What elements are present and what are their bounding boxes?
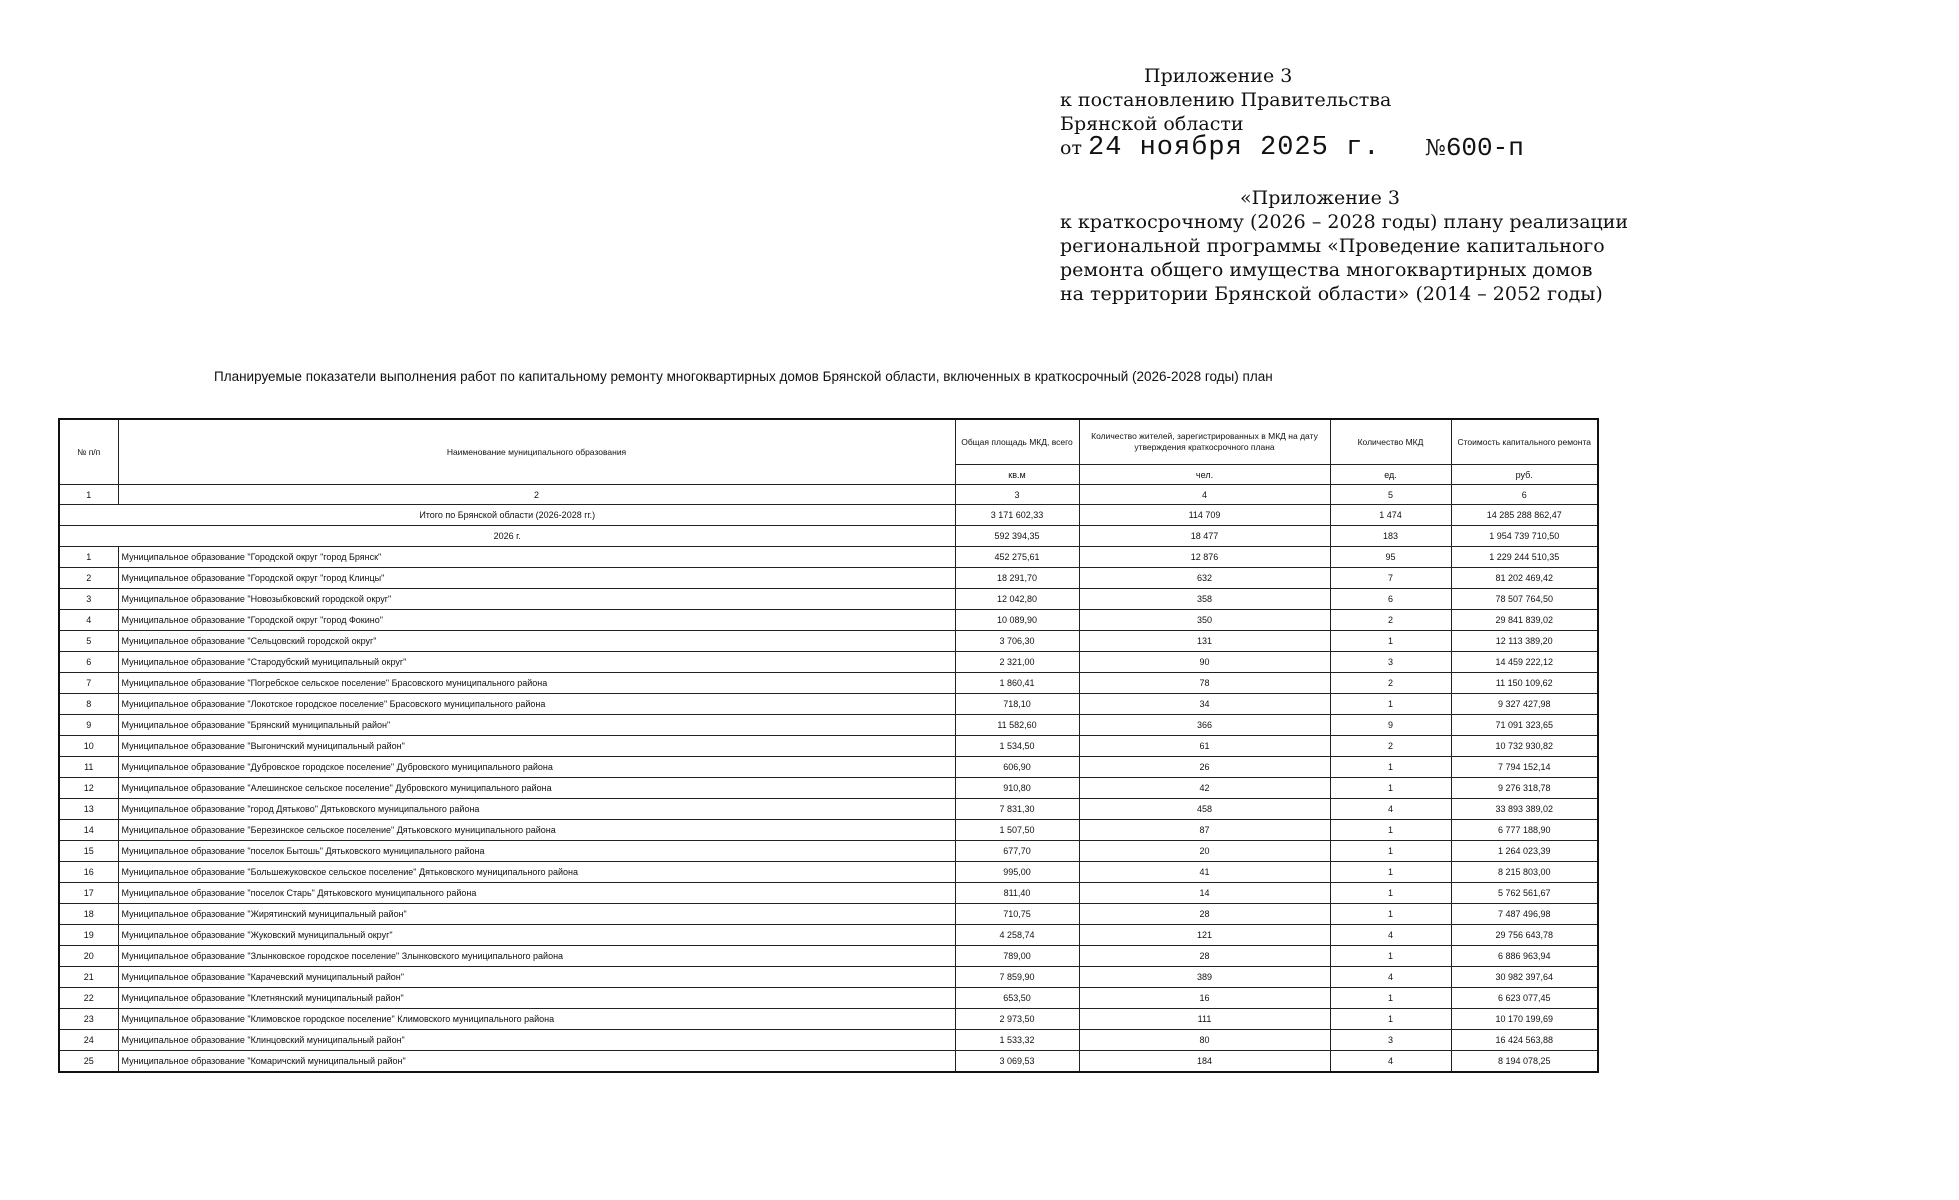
table-row (59, 736, 1598, 757)
row-residents: 131 (1079, 631, 1330, 652)
plan-appendix-line-4: ремонта общего имущества многоквартирных домов (1060, 259, 1593, 281)
row-residents: 42 (1079, 778, 1330, 799)
row-number: 16 (59, 862, 118, 883)
row-residents: 121 (1079, 925, 1330, 946)
row-mkd-count: 1 (1330, 862, 1451, 883)
table-row (59, 715, 1598, 736)
row-municipality: Муниципальное образование "город Дятьково" Дятьковского муниципального района (118, 799, 955, 820)
row-number: 15 (59, 841, 118, 862)
row-municipality: Муниципальное образование "Карачевский муниципальный район" (118, 967, 955, 988)
table-row (59, 778, 1598, 799)
row-cost: 10 732 930,82 (1451, 736, 1598, 757)
row-residents: 28 (1079, 946, 1330, 967)
row-residents: 184 (1079, 1051, 1330, 1073)
row-area: 811,40 (955, 883, 1079, 904)
total-mkd: 1 474 (1330, 505, 1451, 526)
number-value: 600-п (1445, 133, 1524, 163)
row-number: 9 (59, 715, 118, 736)
row-residents: 80 (1079, 1030, 1330, 1051)
header-mkd-count: Количество МКД (1330, 419, 1451, 465)
row-mkd-count: 1 (1330, 757, 1451, 778)
date-value: 24 ноября 2025 г. (1088, 133, 1381, 163)
row-mkd-count: 4 (1330, 1051, 1451, 1073)
row-number: 11 (59, 757, 118, 778)
row-number: 2 (59, 568, 118, 589)
table-row (59, 694, 1598, 715)
header-row (59, 419, 1598, 465)
row-cost: 6 886 963,94 (1451, 946, 1598, 967)
row-mkd-count: 1 (1330, 988, 1451, 1009)
table-row (59, 610, 1598, 631)
row-area: 606,90 (955, 757, 1079, 778)
row-municipality: Муниципальное образование "Жуковский муниципальный округ" (118, 925, 955, 946)
unit-area: кв.м (955, 465, 1079, 485)
table-row (59, 841, 1598, 862)
row-mkd-count: 7 (1330, 568, 1451, 589)
row-number: 8 (59, 694, 118, 715)
column-numbers-row (59, 485, 1598, 505)
row-residents: 20 (1079, 841, 1330, 862)
row-area: 653,50 (955, 988, 1079, 1009)
row-area: 677,70 (955, 841, 1079, 862)
row-area: 1 860,41 (955, 673, 1079, 694)
row-number: 18 (59, 904, 118, 925)
row-number: 24 (59, 1030, 118, 1051)
table-row (59, 589, 1598, 610)
row-mkd-count: 4 (1330, 925, 1451, 946)
plan-appendix-line-5: на территории Брянской области» (2014 – 2052 годы) (1060, 283, 1603, 305)
table-title: Планируемые показатели выполнения работ по капитальному ремонту многоквартирных домов Брянской области, включенных в краткосрочный (2026-2028 годы) план (214, 369, 1273, 384)
row-residents: 12 876 (1079, 547, 1330, 568)
row-area: 18 291,70 (955, 568, 1079, 589)
col-number-4: 4 (1079, 485, 1330, 505)
row-area: 718,10 (955, 694, 1079, 715)
row-cost: 81 202 469,42 (1451, 568, 1598, 589)
year-residents: 18 477 (1079, 526, 1330, 547)
row-mkd-count: 95 (1330, 547, 1451, 568)
row-residents: 458 (1079, 799, 1330, 820)
table-row (59, 799, 1598, 820)
row-municipality: Муниципальное образование "Сельцовский городской округ" (118, 631, 955, 652)
row-municipality: Муниципальное образование "Березинское сельское поселение" Дятьковского муниципального района (118, 820, 955, 841)
row-area: 7 859,90 (955, 967, 1079, 988)
row-residents: 389 (1079, 967, 1330, 988)
row-cost: 7 794 152,14 (1451, 757, 1598, 778)
row-cost: 33 893 389,02 (1451, 799, 1598, 820)
row-mkd-count: 1 (1330, 631, 1451, 652)
row-residents: 350 (1079, 610, 1330, 631)
row-municipality: Муниципальное образование "поселок Бытошь" Дятьковского муниципального района (118, 841, 955, 862)
row-municipality: Муниципальное образование "Погребское сельское поселение" Брасовского муниципального района (118, 673, 955, 694)
row-mkd-count: 6 (1330, 589, 1451, 610)
row-residents: 28 (1079, 904, 1330, 925)
row-area: 11 582,60 (955, 715, 1079, 736)
row-area: 1 507,50 (955, 820, 1079, 841)
row-cost: 29 841 839,02 (1451, 610, 1598, 631)
table-row (59, 946, 1598, 967)
row-number: 4 (59, 610, 118, 631)
row-cost: 9 327 427,98 (1451, 694, 1598, 715)
row-municipality: Муниципальное образование "Дубровское городское поселение" Дубровского муниципального района (118, 757, 955, 778)
row-area: 7 831,30 (955, 799, 1079, 820)
row-cost: 14 459 222,12 (1451, 652, 1598, 673)
row-residents: 16 (1079, 988, 1330, 1009)
row-municipality: Муниципальное образование "Жирятинский муниципальный район" (118, 904, 955, 925)
row-number: 5 (59, 631, 118, 652)
row-mkd-count: 1 (1330, 946, 1451, 967)
approval-header (1060, 64, 1391, 136)
row-cost: 29 756 643,78 (1451, 925, 1598, 946)
row-municipality: Муниципальное образование "Комаричский муниципальный район" (118, 1051, 955, 1073)
row-municipality: Муниципальное образование "Стародубский муниципальный округ" (118, 652, 955, 673)
table-row (59, 652, 1598, 673)
row-residents: 366 (1079, 715, 1330, 736)
row-municipality: Муниципальное образование "Городской округ "город Брянск" (118, 547, 955, 568)
row-municipality: Муниципальное образование "Климовское городское поселение" Климовского муниципального района (118, 1009, 955, 1030)
resolution-date (1060, 133, 1380, 163)
table-row (59, 1051, 1598, 1073)
table-row (59, 673, 1598, 694)
row-number: 19 (59, 925, 118, 946)
row-number: 10 (59, 736, 118, 757)
table-row (59, 1030, 1598, 1051)
row-area: 1 534,50 (955, 736, 1079, 757)
plan-appendix-header (1060, 186, 1628, 306)
row-number: 13 (59, 799, 118, 820)
row-residents: 61 (1079, 736, 1330, 757)
total-cost: 14 285 288 862,47 (1451, 505, 1598, 526)
row-municipality: Муниципальное образование "Злынковское городское поселение" Злынковского муниципального района (118, 946, 955, 967)
year-row (59, 526, 1598, 547)
unit-cost: руб. (1451, 465, 1598, 485)
unit-residents: чел. (1079, 465, 1330, 485)
row-residents: 111 (1079, 1009, 1330, 1030)
col-number-2: 2 (118, 485, 955, 505)
row-number: 12 (59, 778, 118, 799)
col-number-5: 5 (1330, 485, 1451, 505)
row-cost: 16 424 563,88 (1451, 1030, 1598, 1051)
row-residents: 358 (1079, 589, 1330, 610)
row-area: 710,75 (955, 904, 1079, 925)
total-label: Итого по Брянской области (2026-2028 гг.) (59, 505, 955, 526)
row-cost: 1 229 244 510,35 (1451, 547, 1598, 568)
row-residents: 632 (1079, 568, 1330, 589)
row-cost: 78 507 764,50 (1451, 589, 1598, 610)
row-mkd-count: 4 (1330, 967, 1451, 988)
row-residents: 78 (1079, 673, 1330, 694)
row-municipality: Муниципальное образование "Большежуковское сельское поселение" Дятьковского муниципального района (118, 862, 955, 883)
row-area: 789,00 (955, 946, 1079, 967)
row-residents: 26 (1079, 757, 1330, 778)
row-cost: 9 276 318,78 (1451, 778, 1598, 799)
row-residents: 34 (1079, 694, 1330, 715)
row-residents: 41 (1079, 862, 1330, 883)
total-residents: 114 709 (1079, 505, 1330, 526)
row-area: 995,00 (955, 862, 1079, 883)
row-mkd-count: 1 (1330, 841, 1451, 862)
total-row (59, 505, 1598, 526)
col-number-1: 1 (59, 485, 118, 505)
header-municipality: Наименование муниципального образования (118, 419, 955, 485)
row-number: 17 (59, 883, 118, 904)
table-row (59, 757, 1598, 778)
row-mkd-count: 1 (1330, 694, 1451, 715)
row-mkd-count: 3 (1330, 1030, 1451, 1051)
table-row (59, 967, 1598, 988)
row-mkd-count: 3 (1330, 652, 1451, 673)
resolution-number (1425, 133, 1524, 163)
row-mkd-count: 1 (1330, 778, 1451, 799)
row-mkd-count: 2 (1330, 673, 1451, 694)
plan-appendix-line-1: «Приложение 3 (1240, 187, 1400, 209)
number-sign: № (1425, 136, 1446, 161)
row-residents: 90 (1079, 652, 1330, 673)
row-area: 2 321,00 (955, 652, 1079, 673)
table-row (59, 904, 1598, 925)
total-area: 3 171 602,33 (955, 505, 1079, 526)
row-area: 2 973,50 (955, 1009, 1079, 1030)
row-mkd-count: 4 (1330, 799, 1451, 820)
header-area: Общая площадь МКД, всего (955, 419, 1079, 465)
row-municipality: Муниципальное образование "Брянский муниципальный район" (118, 715, 955, 736)
row-number: 21 (59, 967, 118, 988)
row-municipality: Муниципальное образование "Выгоничский муниципальный район" (118, 736, 955, 757)
row-number: 6 (59, 652, 118, 673)
row-area: 10 089,90 (955, 610, 1079, 631)
row-area: 452 275,61 (955, 547, 1079, 568)
row-number: 3 (59, 589, 118, 610)
header-number: № п/п (59, 419, 118, 485)
row-mkd-count: 1 (1330, 883, 1451, 904)
table-row (59, 883, 1598, 904)
row-mkd-count: 1 (1330, 820, 1451, 841)
row-mkd-count: 1 (1330, 1009, 1451, 1030)
row-mkd-count: 2 (1330, 610, 1451, 631)
col-number-3: 3 (955, 485, 1079, 505)
year-label: 2026 г. (59, 526, 955, 547)
appendix-label: Приложение 3 (1144, 65, 1293, 87)
table-row (59, 1009, 1598, 1030)
row-cost: 6 777 188,90 (1451, 820, 1598, 841)
row-mkd-count: 1 (1330, 904, 1451, 925)
row-number: 7 (59, 673, 118, 694)
row-residents: 14 (1079, 883, 1330, 904)
row-number: 25 (59, 1051, 118, 1073)
header-residents: Количество жителей, зарегистрированных в МКД на дату утверждения краткосрочного плана (1079, 419, 1330, 465)
row-mkd-count: 2 (1330, 736, 1451, 757)
plan-appendix-line-2: к краткосрочному (2026 – 2028 годы) плану реализации (1060, 211, 1629, 233)
row-municipality: Муниципальное образование "Клетнянский муниципальный район" (118, 988, 955, 1009)
row-area: 12 042,80 (955, 589, 1079, 610)
unit-mkd: ед. (1330, 465, 1451, 485)
year-mkd: 183 (1330, 526, 1451, 547)
row-area: 3 706,30 (955, 631, 1079, 652)
header-cost: Стоимость капитального ремонта (1451, 419, 1598, 465)
region-label: Брянской области (1060, 113, 1244, 135)
row-area: 1 533,32 (955, 1030, 1079, 1051)
table-row (59, 925, 1598, 946)
row-municipality: Муниципальное образование "поселок Старь" Дятьковского муниципального района (118, 883, 955, 904)
plan-appendix-line-3: региональной программы «Проведение капитального (1060, 235, 1605, 257)
row-cost: 10 170 199,69 (1451, 1009, 1598, 1030)
year-cost: 1 954 739 710,50 (1451, 526, 1598, 547)
row-cost: 11 150 109,62 (1451, 673, 1598, 694)
col-number-6: 6 (1451, 485, 1598, 505)
row-number: 20 (59, 946, 118, 967)
table-row (59, 631, 1598, 652)
table-row (59, 547, 1598, 568)
table-row (59, 988, 1598, 1009)
row-number: 14 (59, 820, 118, 841)
row-municipality: Муниципальное образование "Новозыбковский городской округ" (118, 589, 955, 610)
row-number: 23 (59, 1009, 118, 1030)
row-cost: 5 762 561,67 (1451, 883, 1598, 904)
resolution-label: к постановлению Правительства (1060, 89, 1392, 111)
row-municipality: Муниципальное образование "Городской округ "город Клинцы" (118, 568, 955, 589)
row-cost: 8 215 803,00 (1451, 862, 1598, 883)
row-municipality: Муниципальное образование "Городской округ "город Фокино" (118, 610, 955, 631)
table-row (59, 820, 1598, 841)
row-municipality: Муниципальное образование "Алешинское сельское поселение" Дубровского муниципального района (118, 778, 955, 799)
year-area: 592 394,35 (955, 526, 1079, 547)
row-area: 910,80 (955, 778, 1079, 799)
date-prefix: от (1060, 137, 1082, 159)
row-number: 1 (59, 547, 118, 568)
row-cost: 1 264 023,39 (1451, 841, 1598, 862)
row-municipality: Муниципальное образование "Локотское городское поселение" Брасовского муниципального района (118, 694, 955, 715)
table-row (59, 862, 1598, 883)
table-row (59, 568, 1598, 589)
row-number: 22 (59, 988, 118, 1009)
row-area: 3 069,53 (955, 1051, 1079, 1073)
indicators-table (58, 418, 1599, 1073)
row-cost: 30 982 397,64 (1451, 967, 1598, 988)
row-cost: 8 194 078,25 (1451, 1051, 1598, 1073)
row-cost: 6 623 077,45 (1451, 988, 1598, 1009)
row-area: 4 258,74 (955, 925, 1079, 946)
row-residents: 87 (1079, 820, 1330, 841)
row-mkd-count: 9 (1330, 715, 1451, 736)
row-cost: 7 487 496,98 (1451, 904, 1598, 925)
row-cost: 71 091 323,65 (1451, 715, 1598, 736)
row-cost: 12 113 389,20 (1451, 631, 1598, 652)
row-municipality: Муниципальное образование "Клинцовский муниципальный район" (118, 1030, 955, 1051)
